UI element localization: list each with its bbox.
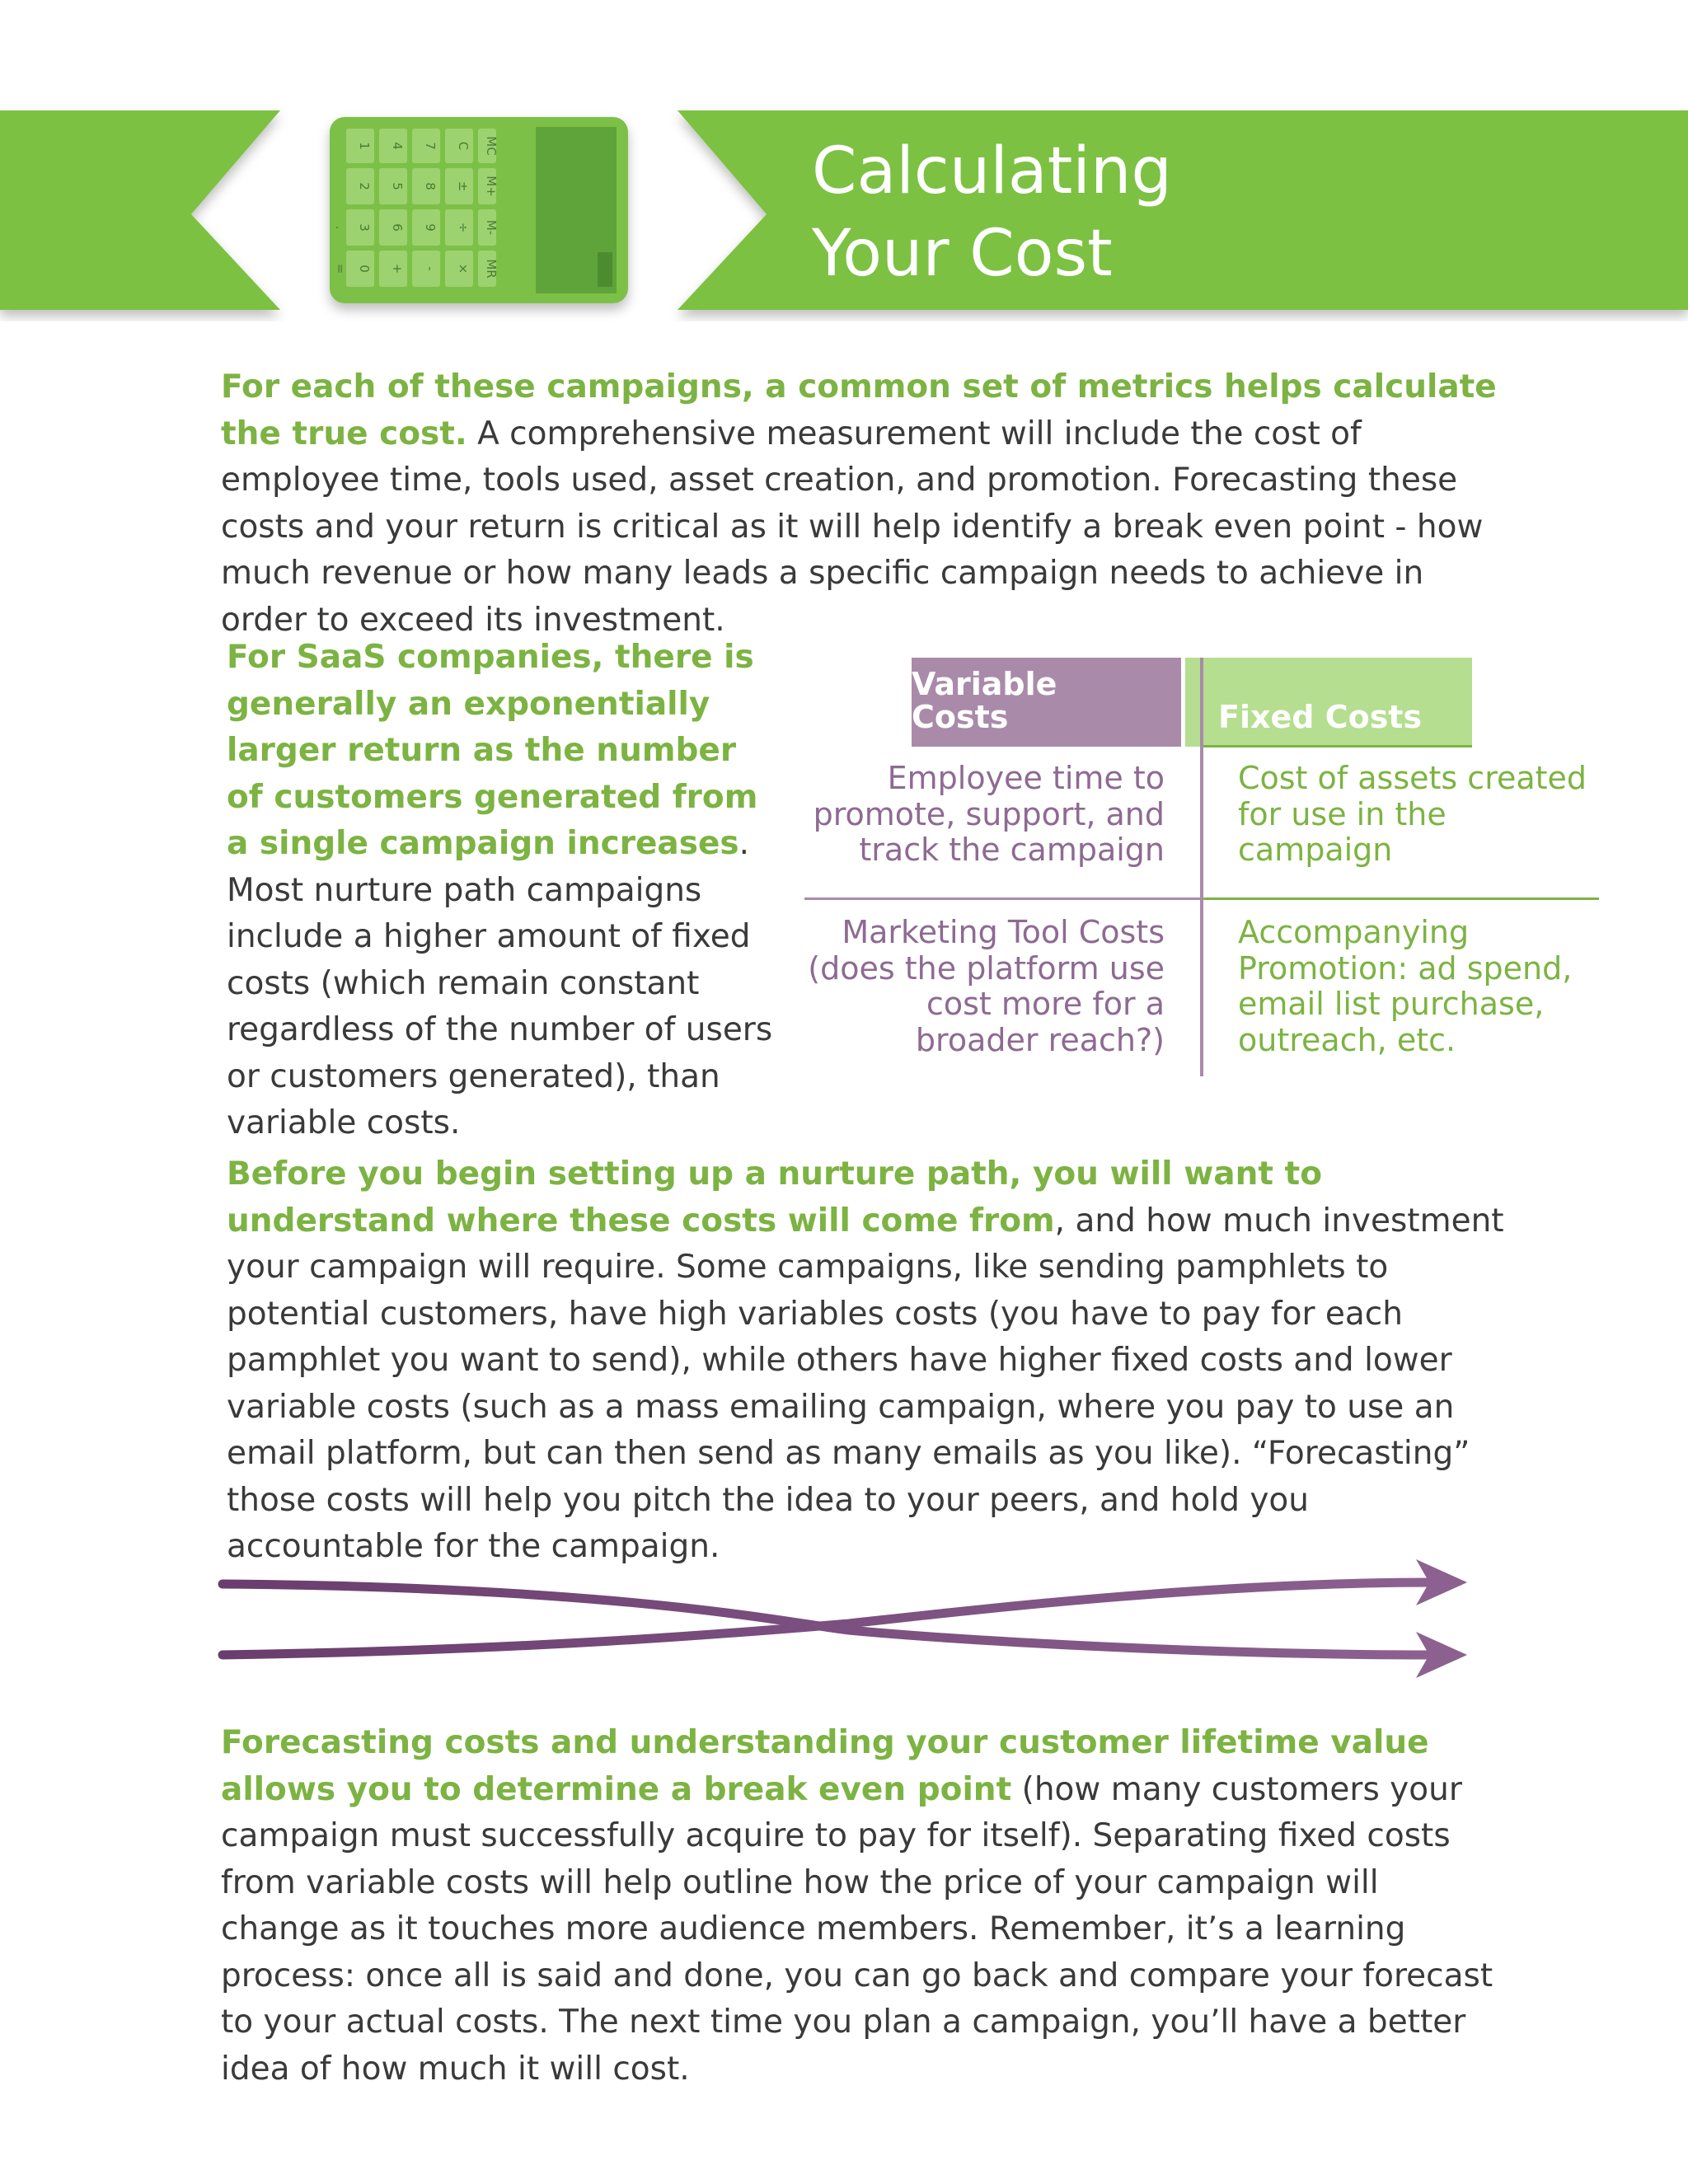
break-even-paragraph <box>221 1720 1507 2093</box>
key-label: M+ <box>484 176 499 197</box>
saas-body: . Most nurture path campaigns include a higher amount of fixed costs (which remain constant regardless of the number of users or customers generated), than variable costs. <box>227 825 773 1141</box>
saas-highlight: For SaaS companies, there is generally an exponentially larger return as the number of customers generated from a single campaign increases <box>227 639 758 862</box>
table-divider <box>1203 898 1599 900</box>
break-even-body: (how many customers your campaign must successfully acquire to pay for itself). Separating fixed costs from variable costs will help outline how the price of your campaign will change as it touches more audience members. Remember, it’s a learning process: once all is said and done, you can go back and compare your forecast to your actual costs. The next time you plan a campaign, you’ll have a better idea of how much it will cost. <box>221 1770 1493 2088</box>
key-label: 9 <box>423 223 438 232</box>
nurture-path-paragraph <box>227 1151 1512 1571</box>
key-label: 0 <box>357 265 372 273</box>
variable-costs-header <box>912 658 1181 747</box>
key-label: ± <box>456 180 471 192</box>
variable-costs-header-label: Variable Costs <box>912 666 1057 735</box>
key-label: C <box>456 141 471 151</box>
arrow-line-ascending <box>223 1582 1434 1655</box>
key-label: = <box>333 263 348 274</box>
fixed-costs-header-label: Fixed Costs <box>1218 699 1423 735</box>
nurture-path-body: , and how much investment your campaign will require. Some campaigns, like sending pamphlets to potential customers, have high variables costs (you have to pay for each pamphlet you want to send), while others have higher fixed costs and lower variable costs (such as a mass emailing campaign, where you pay to use an email platform, but can then send as many emails as you like). “Forecasting” those costs will help you pitch the idea to your peers, and hold you accountable for the campaign. <box>227 1202 1504 1565</box>
key-label: × <box>456 263 471 274</box>
key-label: 7 <box>423 142 438 150</box>
calculator-icon <box>330 117 628 303</box>
intro-body: A comprehensive measurement will include the cost of employee time, tools used, asset creation, and promotion. Forecasting these costs and your return is critical as it will help identify a break even point - how much revenue or how many leads a specific campaign needs to achieve in order to exceed its investment. <box>221 415 1484 639</box>
key-label: - <box>423 266 438 271</box>
table-cell-fixed: Accompanying Promotion: ad spend, email list purchase, outreach, etc. <box>1238 914 1573 1058</box>
page-title-line-2: Your Cost <box>812 217 1113 291</box>
table-cell-variable: Marketing Tool Costs (does the platform use cost more for a broader reach?) <box>808 914 1165 1058</box>
break-even-highlight: Forecasting costs and understanding your customer lifetime value allows you to determine a break even point <box>221 1724 1429 1808</box>
key-label: 5 <box>390 182 405 190</box>
key-label: . <box>333 225 348 230</box>
intro-paragraph <box>221 364 1507 644</box>
banner-left-ribbon <box>0 110 280 310</box>
nurture-path-highlight: Before you begin setting up a nurture path, you will want to understand where these costs will come from <box>227 1155 1322 1240</box>
table-cell-variable: Employee time to promote, support, and track the campaign <box>813 760 1165 868</box>
key-label: 1 <box>357 142 372 150</box>
key-label: + <box>390 263 405 274</box>
key-label: ÷ <box>456 222 471 233</box>
table-cell-fixed: Cost of assets created for use in the campaign <box>1238 760 1587 868</box>
crossing-arrows-graphic <box>214 1558 1484 1690</box>
key-label: 8 <box>423 182 438 190</box>
key-label: 3 <box>357 223 372 232</box>
key-label: MR <box>484 259 499 279</box>
intro-highlight: For each of these campaigns, a common set of metrics helps calculate the true cost. <box>221 368 1497 452</box>
key-label: 4 <box>390 142 405 150</box>
saas-paragraph <box>227 635 779 1147</box>
key-label: 2 <box>357 182 372 190</box>
key-label: MC <box>484 136 499 156</box>
arrow-line-descending <box>223 1584 1434 1655</box>
key-label: M- <box>484 219 499 236</box>
table-divider <box>1200 658 1203 1076</box>
cost-table <box>804 658 1599 1078</box>
key-label: 6 <box>390 223 405 232</box>
table-divider <box>1203 745 1472 748</box>
fixed-costs-header <box>1185 658 1472 747</box>
page-title-line-1: Calculating <box>812 134 1172 209</box>
page-title <box>812 130 1172 295</box>
